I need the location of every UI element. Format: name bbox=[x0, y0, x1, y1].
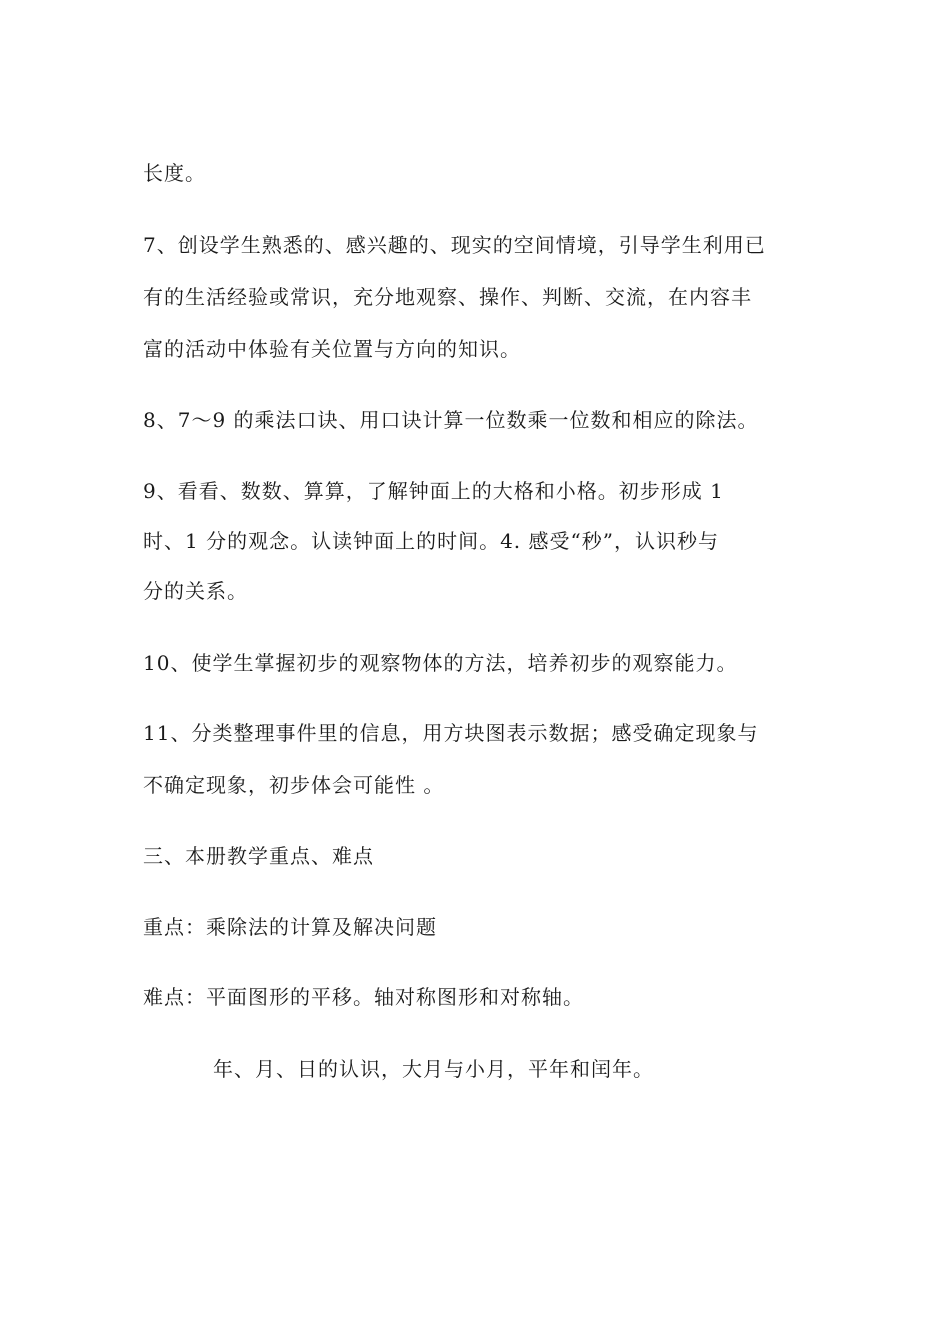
section-heading: 三、本册教学重点、难点 bbox=[143, 844, 374, 868]
text-line-6: 9、看看、数数、算算，了解钟面上的大格和小格。初步形成 1 bbox=[143, 479, 724, 503]
text-line-11: 不确定现象，初步体会可能性 。 bbox=[143, 773, 445, 797]
text-line-4: 富的活动中体验有关位置与方向的知识。 bbox=[143, 337, 521, 361]
text-line-5: 8、7～9 的乘法口诀、用口诀计算一位数乘一位数和相应的除法。 bbox=[143, 408, 759, 432]
difficult-points-continuation: 年、月、日的认识，大月与小月，平年和闰年。 bbox=[213, 1057, 654, 1081]
difficult-points-line: 难点：平面图形的平移。轴对称图形和对称轴。 bbox=[143, 985, 584, 1009]
text-line-10: 11、分类整理事件里的信息，用方块图表示数据；感受确定现象与 bbox=[143, 721, 759, 745]
text-line-8: 分的关系。 bbox=[143, 579, 248, 603]
text-line-3: 有的生活经验或常识，充分地观察、操作、判断、交流，在内容丰 bbox=[143, 285, 752, 309]
key-points-line: 重点：乘除法的计算及解决问题 bbox=[143, 915, 437, 939]
text-line-9: 10、使学生掌握初步的观察物体的方法，培养初步的观察能力。 bbox=[143, 651, 738, 675]
text-line-7: 时、1 分的观念。认读钟面上的时间。4. 感受“秒”，认识秒与 bbox=[143, 529, 719, 553]
text-line-1: 长度。 bbox=[143, 161, 206, 185]
text-line-2: 7、创设学生熟悉的、感兴趣的、现实的空间情境，引导学生利用已 bbox=[143, 233, 766, 257]
